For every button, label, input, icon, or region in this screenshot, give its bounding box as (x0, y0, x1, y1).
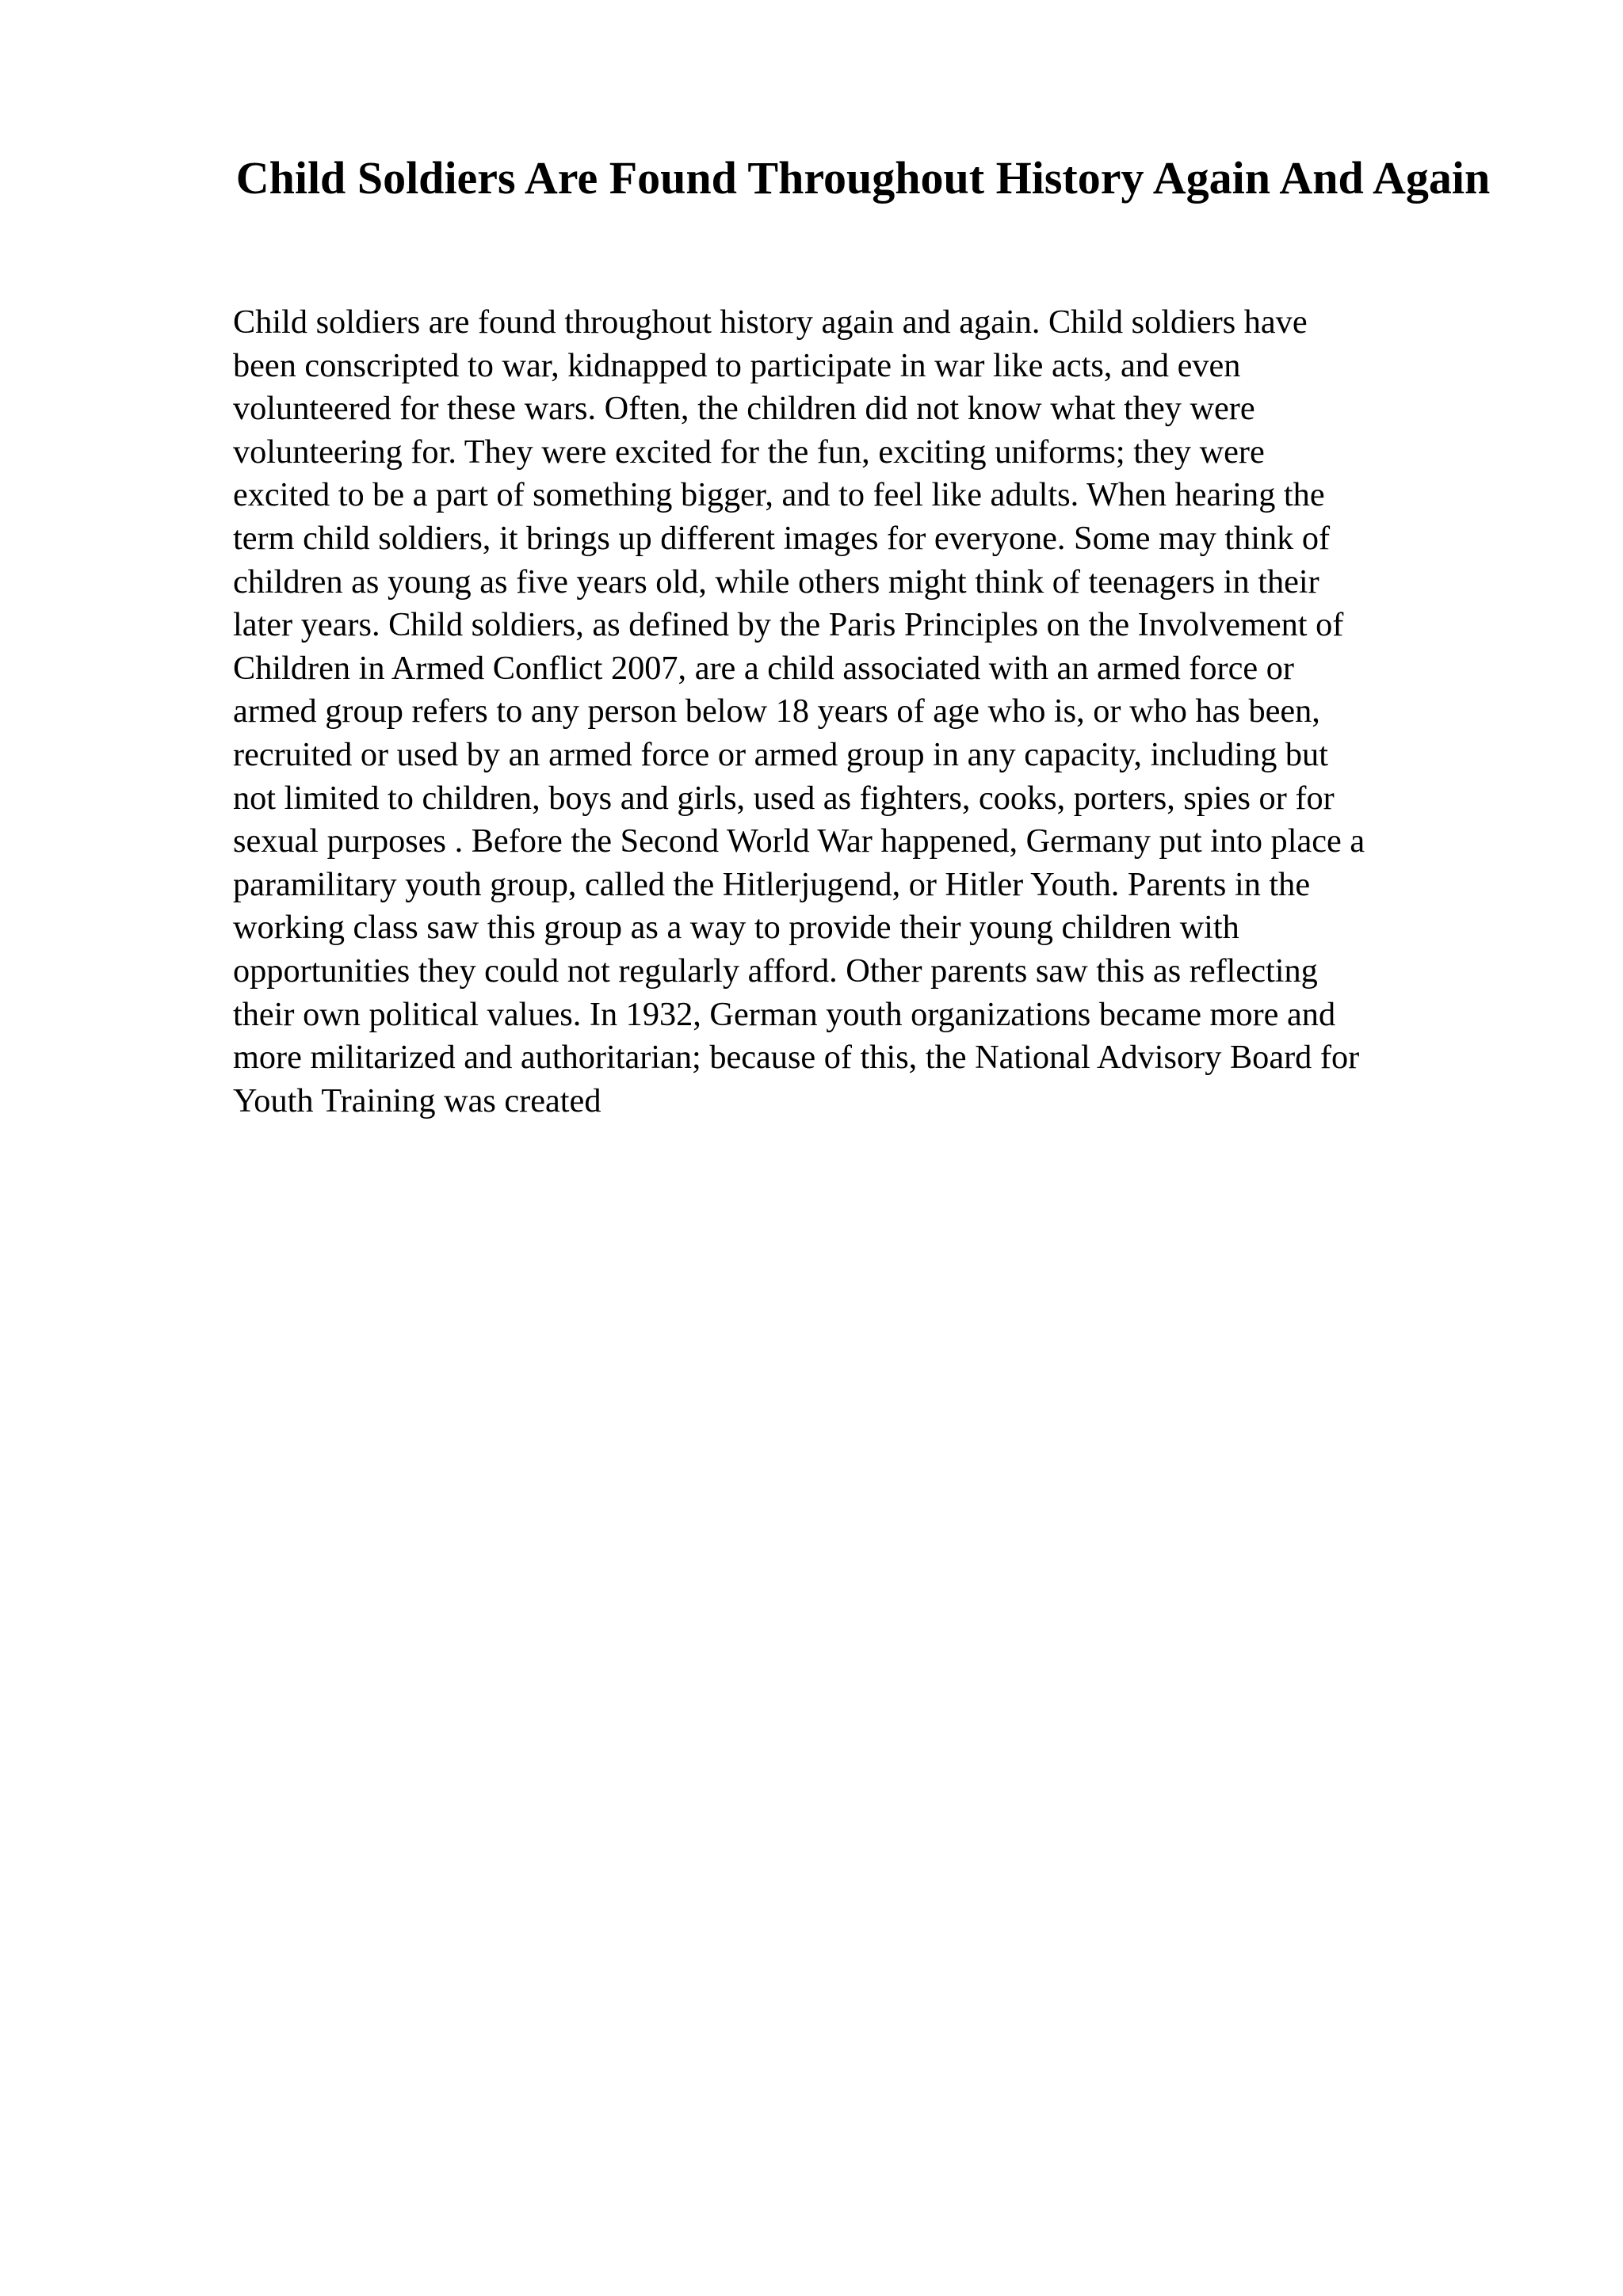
body-line: term child soldiers, it brings up different images for everyone. Some may think of (233, 519, 1331, 557)
body-line: more militarized and authoritarian; because of this, the National Advisory Board for (233, 1039, 1360, 1077)
body-line: volunteering for. They were excited for the fun, exciting uniforms; they were (233, 433, 1265, 471)
body-line: paramilitary youth group, called the Hitlerjugend, or Hitler Youth. Parents in the (233, 865, 1311, 903)
body-line: working class saw this group as a way to provide their young children with (233, 909, 1239, 947)
body-line: opportunities they could not regularly afford. Other parents saw this as reflecting (233, 952, 1318, 990)
body-line: been conscripted to war, kidnapped to participate in war like acts, and even (233, 346, 1241, 384)
body-line: later years. Child soldiers, as defined by the Paris Principles on the Involvement of (233, 606, 1344, 644)
document-body (233, 301, 1493, 1123)
body-line: volunteered for these wars. Often, the children did not know what they were (233, 390, 1255, 428)
body-line: Children in Armed Conflict 2007, are a child associated with an armed force or (233, 649, 1294, 687)
document-title: Child Soldiers Are Found Throughout History Again And Again (235, 152, 1491, 204)
body-line: Child soldiers are found throughout history again and again. Child soldiers have (233, 303, 1308, 341)
body-line: Youth Training was created (233, 1081, 601, 1119)
body-line: children as young as five years old, while others might think of teenagers in their (233, 563, 1319, 601)
body-line: not limited to children, boys and girls, used as fighters, cooks, porters, spies or for (233, 779, 1335, 817)
body-line: armed group refers to any person below 18 years of age who is, or who has been, (233, 692, 1320, 730)
body-line: their own political values. In 1932, German youth organizations became more and (233, 995, 1336, 1033)
body-line: sexual purposes . Before the Second World War happened, Germany put into place a (233, 822, 1365, 860)
body-line: excited to be a part of something bigger, and to feel like adults. When hearing the (233, 476, 1325, 514)
body-line: recruited or used by an armed force or armed group in any capacity, including but (233, 735, 1328, 773)
